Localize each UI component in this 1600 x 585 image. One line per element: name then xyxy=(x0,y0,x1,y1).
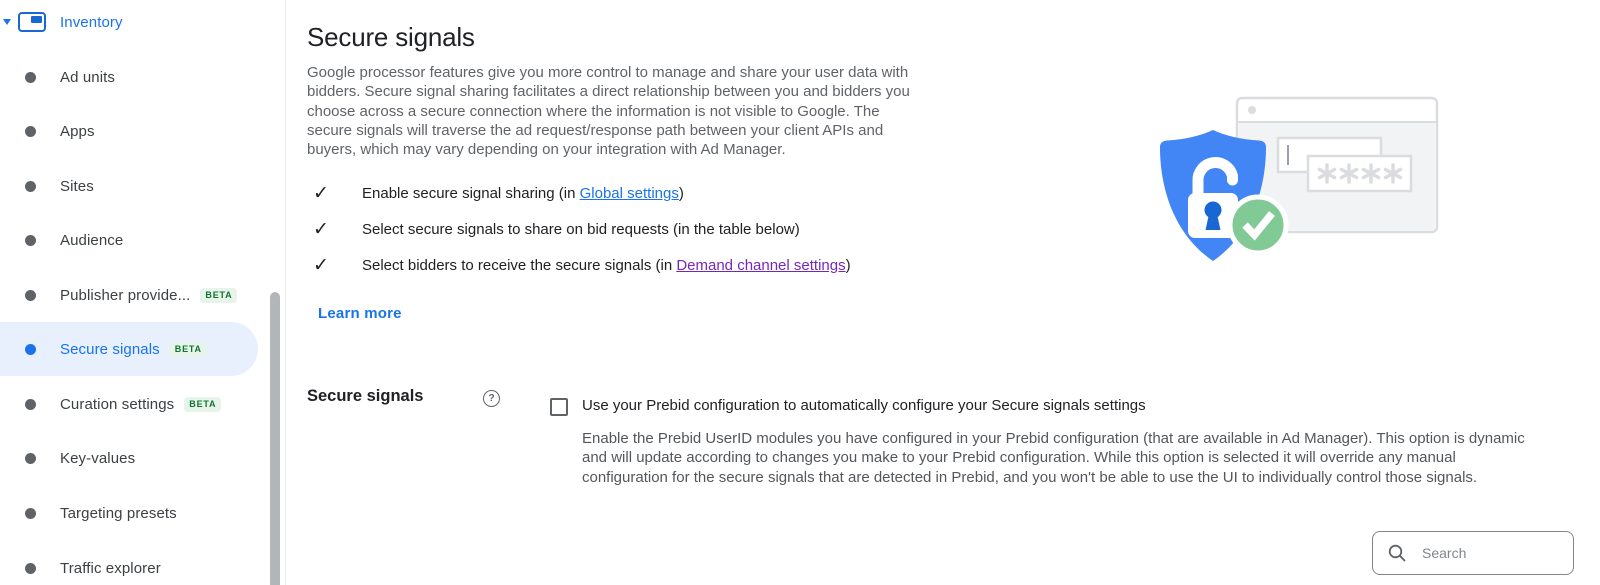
demand-channel-settings-link[interactable]: Demand channel settings xyxy=(676,256,846,274)
window-dot xyxy=(1248,106,1256,114)
collapse-caret-icon[interactable] xyxy=(3,19,11,25)
checkmark-icon: ✓ xyxy=(313,254,329,276)
sidebar-item-ad-units[interactable] xyxy=(0,50,258,104)
sidebar-item-key-values[interactable] xyxy=(0,431,258,485)
bullet-icon xyxy=(25,508,36,519)
page-title: Secure signals xyxy=(307,22,475,52)
sidebar-item-secure-signals[interactable] xyxy=(0,322,258,376)
bullet-icon xyxy=(25,344,36,355)
checklist-text-suffix: ) xyxy=(845,256,851,274)
bullet-icon xyxy=(25,126,36,137)
prebid-checkbox[interactable] xyxy=(550,398,568,416)
sidebar-item-inventory[interactable] xyxy=(0,0,258,49)
page-description: Google processor features give you more control to manage and share your user data with bidders. Secure signal sharing facilitates a direct relationship between you and bidders you choose across a secure connection where the information is not visible to Google. The secure signals will traverse the ad request/response path between your client APIs and buyers, which may vary depending on your integration with Ad Manager. xyxy=(307,64,910,159)
sidebar-item-label: Apps xyxy=(60,122,95,140)
checklist-text-prefix: Select secure signals to share on bid requests (in the table below) xyxy=(362,220,800,238)
inventory-icon xyxy=(18,12,46,32)
sidebar-item-curation-settings[interactable] xyxy=(0,377,258,431)
check-badge-graphic xyxy=(1230,197,1286,253)
sidebar-item-label: Secure signals xyxy=(60,340,160,358)
help-icon[interactable]: ? xyxy=(483,390,500,407)
bullet-icon xyxy=(25,453,36,464)
bullet-icon xyxy=(25,181,36,192)
learn-more-link[interactable]: Learn more xyxy=(318,305,402,322)
checklist-text-prefix: Select bidders to receive the secure signals (in xyxy=(362,256,677,274)
search-box[interactable] xyxy=(1372,531,1574,575)
sidebar-item-audience[interactable] xyxy=(0,213,258,267)
sidebar-item-publisher-provided[interactable] xyxy=(0,268,258,322)
bullet-icon xyxy=(25,290,36,301)
sidebar-item-sites[interactable] xyxy=(0,159,258,213)
sidebar-scrollbar[interactable] xyxy=(270,292,280,585)
search-input[interactable] xyxy=(1420,544,1569,562)
sidebar-item-label: Targeting presets xyxy=(60,504,177,522)
checklist-item-text xyxy=(362,257,851,274)
bullet-icon xyxy=(25,72,36,83)
section-label-secure-signals: Secure signals xyxy=(307,387,424,405)
checklist-item-text xyxy=(362,185,684,202)
checklist-item xyxy=(307,175,1007,211)
checkmark-icon: ✓ xyxy=(313,218,329,240)
prebid-checkbox-row[interactable] xyxy=(550,397,1146,416)
sidebar-item-label: Publisher provide... xyxy=(60,286,191,304)
checklist-item xyxy=(307,247,1007,283)
sidebar-item-traffic-explorer[interactable] xyxy=(0,541,258,585)
sidebar-item-label: Ad units xyxy=(60,68,115,86)
checklist-item xyxy=(307,211,1007,247)
sidebar-item-label: Curation settings xyxy=(60,395,175,413)
beta-badge: BETA xyxy=(184,397,221,412)
sidebar xyxy=(0,0,286,585)
sidebar-item-label: Audience xyxy=(60,231,124,249)
sidebar-item-apps[interactable] xyxy=(0,104,258,158)
sidebar-item-label: Sites xyxy=(60,177,94,195)
checkmark-icon: ✓ xyxy=(313,182,329,204)
bullet-icon xyxy=(25,563,36,574)
global-settings-link[interactable]: Global settings xyxy=(579,184,679,202)
beta-badge: BETA xyxy=(200,288,237,303)
sidebar-item-label: Traffic explorer xyxy=(60,559,161,577)
bullet-icon xyxy=(25,399,36,410)
sidebar-item-targeting-presets[interactable] xyxy=(0,486,258,540)
search-icon xyxy=(1388,544,1407,563)
prebid-checkbox-label: Use your Prebid configuration to automatically configure your Secure signals settings xyxy=(582,397,1146,414)
checklist-text-prefix: Enable secure signal sharing (in xyxy=(362,184,580,202)
bullet-icon xyxy=(25,235,36,246)
prebid-checkbox-description: Enable the Prebid UserID modules you have configured in your Prebid configuration (that are available in Ad Manager). This option is dynamic and will update according to changes you make to your Prebid configuration. While this option is selected it will override any manual configuration for the secure signals that are detected in Prebid, and you won't be able to use the UI to individually control those signals. xyxy=(582,430,1525,486)
secure-signals-illustration xyxy=(1135,86,1455,276)
sidebar-item-label: Key-values xyxy=(60,449,136,467)
checklist-text-suffix: ) xyxy=(678,184,684,202)
checklist-item-text xyxy=(362,221,800,238)
sidebar-item-label: Inventory xyxy=(60,13,123,31)
beta-badge: BETA xyxy=(170,342,207,357)
setup-checklist xyxy=(307,175,1007,283)
